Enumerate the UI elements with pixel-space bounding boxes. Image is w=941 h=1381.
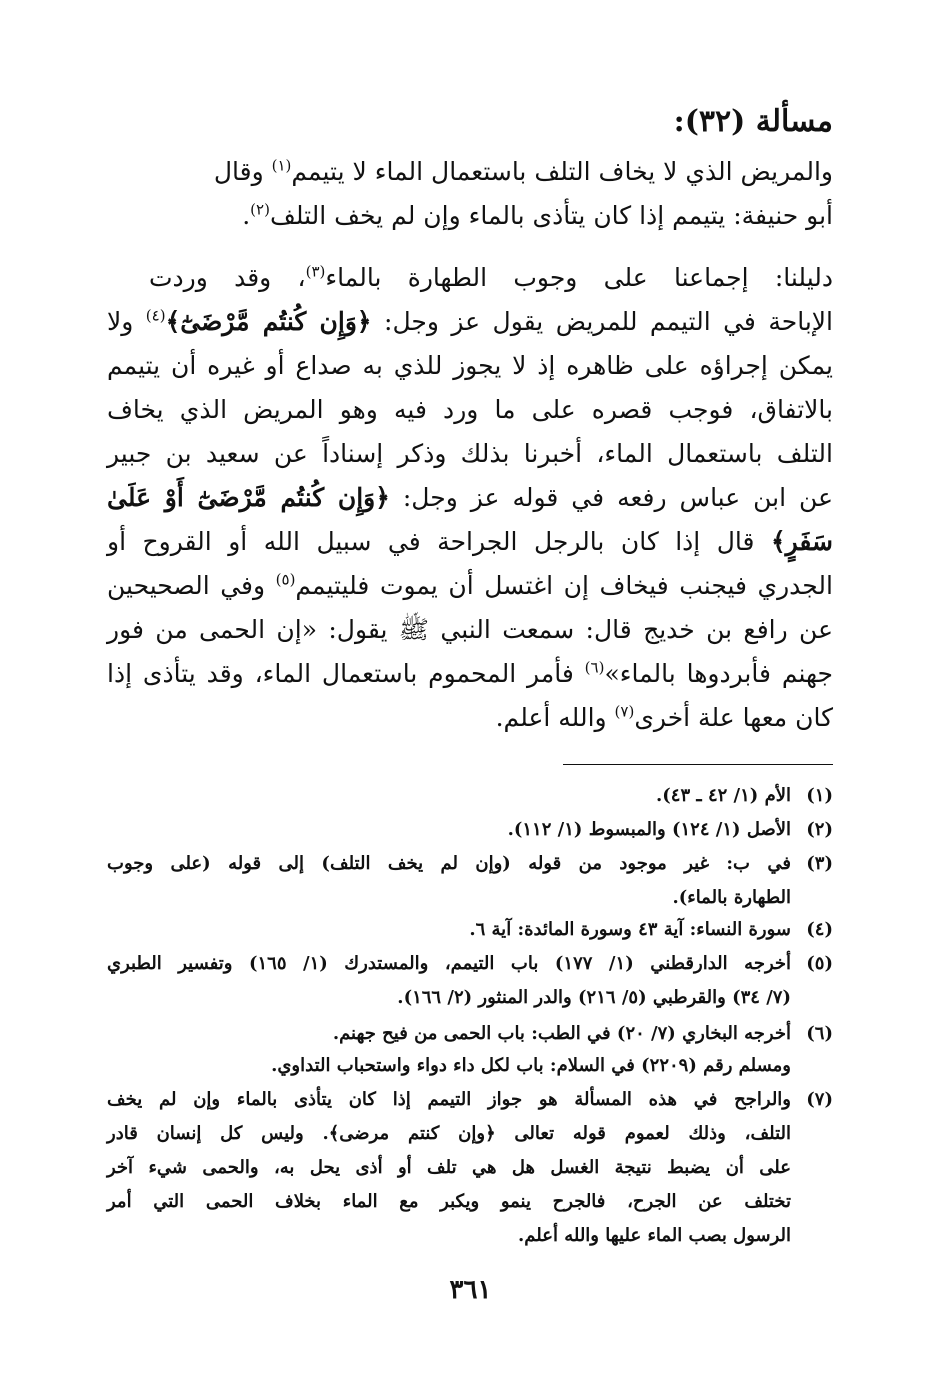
footnote-number: (٣): [806, 853, 833, 874]
text: ولا: [107, 307, 146, 336]
text: الجدري فيجنب فيخاف إن اغتسل أن يموت فليتيمم: [295, 571, 833, 600]
footnote-ref-6[interactable]: (٦): [584, 658, 605, 677]
text: قال إذا كان بالرجل الجراحة في سبيل الله أو القروح أو: [107, 527, 771, 556]
footnote-number: (٤): [806, 919, 833, 940]
page-number: ٣٦١: [449, 1275, 492, 1305]
footnote-ref-2[interactable]: (٢): [250, 200, 270, 219]
paragraph2-line2: [107, 300, 833, 344]
issue-heading: مسألة (٣٢):: [673, 104, 833, 139]
text: وفي الصحيحين: [107, 571, 276, 600]
paragraph2-line7: [107, 520, 833, 564]
footnote-ref-5[interactable]: (٥): [275, 570, 296, 589]
footnote-ref-7[interactable]: (٧): [614, 702, 635, 721]
paragraph2-line9: عن رافع بن خديج قال: سمعت النبي ﷺ يقول: «إن الحمى من فور: [107, 615, 833, 644]
text: دليلنا: إجماعنا على وجوب الطهارة بالماء: [325, 263, 833, 292]
paragraph1-line2: [107, 194, 833, 238]
footnote-text: على أن يضبط نتيجة الغسل هل هي تلف أو أذى يحل به، والحمى شيء آخر: [107, 1157, 791, 1178]
footnote-number: (٧): [806, 1089, 833, 1110]
text: والله أعلم.: [495, 703, 615, 732]
footnote-ref-3[interactable]: (٣): [305, 262, 326, 281]
paragraph2-line11: [107, 696, 833, 740]
paragraph2-line1: [149, 256, 833, 300]
footnote-number: (٦): [806, 1023, 833, 1044]
footnote-text: الأم (١/ ٤٢ ـ ٤٣).: [655, 785, 791, 806]
quran-verse: ﴿وَإِن كُنتُم مَّرْضَىٰٓ﴾: [165, 307, 372, 336]
footnote-ref-1[interactable]: (١): [271, 156, 292, 175]
footnote-text: تختلف عن الجرح، فالجرح ينمو ويكبر مع الماء بخلاف الحمى التي أمر: [107, 1191, 791, 1212]
footnote-text: في ب: غير موجود من قوله (وإن لم يخف التلف) إلى قوله (على وجوب: [107, 853, 791, 874]
footnote-number: (٢): [806, 819, 833, 840]
text: وقال: [213, 157, 272, 186]
paragraph2-line8: [107, 564, 833, 608]
text: الإباحة في التيمم للمريض يقول عز وجل:: [371, 307, 833, 336]
footnote-text: أخرجه الدارقطني (١/ ١٧٧) باب التيمم، والمستدرك (١/ ١٦٥) وتفسير الطبري: [107, 953, 792, 974]
quran-verse: سَفَرٍ﴾: [770, 527, 833, 556]
paragraph2-line5: التلف باستعمال الماء، أخبرنا بذلك وذكر إسناداً عن سعيد بن جبير: [107, 439, 833, 468]
footnote-number: (٥): [806, 953, 833, 974]
text: أبو حنيفة: يتيمم إذا كان يتأذى بالماء وإن لم يخف التلف: [269, 201, 833, 230]
text: والمريض الذي لا يخاف التلف باستعمال الماء لا يتيمم: [291, 157, 833, 186]
quran-verse: ﴿وَإِن كُنتُم مَّرْضَىٰٓ أَوْ عَلَىٰ: [107, 483, 390, 512]
text: عن ابن عباس رفعه في قوله عز وجل:: [389, 483, 833, 512]
footnote-text: الرسول بصب الماء عليها والله أعلم.: [518, 1225, 791, 1246]
footnote-text: الأصل (١/ ١٢٤) والمبسوط (١/ ١١٢).: [507, 819, 791, 840]
paragraph2-line6: [107, 476, 833, 520]
footnote-number: (١): [806, 785, 833, 806]
footnote-ref-4[interactable]: (٤): [145, 306, 166, 325]
text: فأمر المحموم باستعمال الماء، وقد يتأذى إذا: [107, 659, 585, 688]
paragraph2-line4: بالاتفاق، فوجب قصره على ما ورد فيه وهو المريض الذي يخاف: [107, 395, 833, 424]
footnote-text: التلف، وذلك لعموم قوله تعالى ﴿وإن كنتم مرضى﴾. وليس كل إنسان قادر: [107, 1123, 791, 1144]
footnote-text: أخرجه البخاري (٧/ ٢٠) في الطب: باب الحمى من فيح جهنم.: [332, 1023, 791, 1044]
footnote-text: سورة النساء: آية ٤٣ وسورة المائدة: آية ٦.: [469, 919, 791, 940]
text: كان معها علة أخرى: [634, 703, 833, 732]
paragraph1-line1: [149, 150, 833, 194]
paragraph2-line3: يمكن إجراؤه على ظاهره إذ لا يجوز للذي به صداع أو غيره أن يتيمم: [107, 351, 833, 380]
text: .: [242, 201, 251, 230]
text: جهنم فأبردوها بالماء»: [604, 659, 833, 688]
text: ، وقد وردت: [149, 263, 306, 292]
footnote-divider: [563, 764, 833, 765]
paragraph2-line10: [107, 652, 833, 696]
footnote-text: ومسلم رقم (٢٢٠٩) في السلام: باب لكل داء دواء واستحباب التداوي.: [271, 1055, 791, 1076]
footnote-text: الطهارة بالماء).: [672, 887, 791, 908]
footnote-text: (٧/ ٣٤) والقرطبي (٥/ ٢١٦) والدر المنثور (٢/ ١٦٦).: [397, 987, 791, 1008]
footnote-text: والراجح في هذه المسألة هو جواز التيمم إذا كان يتأذى بالماء وإن لم يخف: [107, 1089, 791, 1110]
